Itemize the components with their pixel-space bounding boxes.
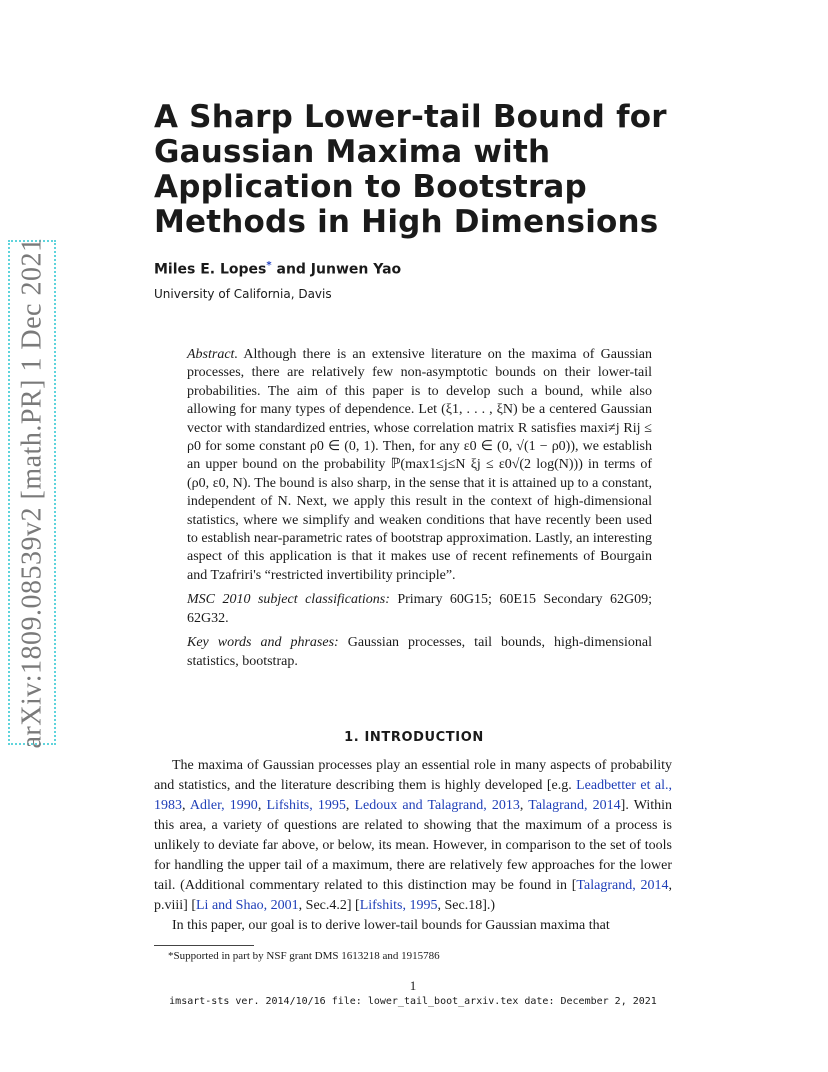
footnote: *Supported in part by NSF grant DMS 1613218 and 1915786 xyxy=(168,950,440,962)
msc-text: Primary 60G15; 60E15 Secondary 62G09; 62G32. xyxy=(187,592,652,626)
separator: , xyxy=(345,798,355,813)
author-lopes: Miles E. Lopes xyxy=(154,261,267,278)
page-number: 1 xyxy=(409,978,417,993)
citation-link[interactable]: Adler, 1990 xyxy=(189,798,258,813)
intro-text: The maxima of Gaussian processes play an essential role in many aspects of probability and statistics, and the literature describing them is highly developed [e.g. xyxy=(154,758,672,793)
intro-paragraph-1 xyxy=(154,756,672,916)
section-heading-introduction: 1. INTRODUCTION xyxy=(344,730,484,745)
abstract-label: Abstract. xyxy=(187,347,238,362)
arxiv-id[interactable]: arXiv:1809.08539v2 [math.PR] 1 Dec 2021 xyxy=(16,237,47,748)
keywords-label: Key words and phrases: xyxy=(187,635,339,651)
citation-link[interactable]: Leadbetter et al., 1983 xyxy=(154,778,672,813)
abstract-text: Although there is an extensive literature on the maxima of Gaussian processes, there are relatively few non-asymptotic bounds on their lower-tail probabilities. The aim of this paper is to develop such a bound, while also allowing for many types of dependence. Let (ξ1, . . . , ξN) be a centered Gaussian vector with standardized entries, whose correlation matrix R satisfies maxi≠j Rij ≤ ρ0 for some constant ρ0 ∈ (0, 1). Then, for any ε0 ∈ (0, √(1 − ρ0)), we establish an upper bound on the probability ℙ(max1≤j≤N ξj ≤ ε0√(2 log(N))) in terms of (ρ0, ε0, N). The bound is also sharp, in the sense that it is attained up to a constant, independent of N. Next, we apply this result in the context of high-dimensional statistics, where we simplify and weaken conditions that have recently been used to establish near-parametric rates of bootstrap approximation. Lastly, an interesting aspect of this application is that it makes use of recent refinements of Bourgain and Tzafriri's “restricted invertibility principle”. xyxy=(187,347,652,583)
intro-paragraph-2: In this paper, our goal is to derive lower-tail bounds for Gaussian maxima that xyxy=(172,918,610,933)
msc-classifications xyxy=(187,591,652,628)
affiliation: University of California, Davis xyxy=(154,287,332,301)
author-yao: and Junwen Yao xyxy=(271,261,402,278)
keywords-text: Gaussian processes, tail bounds, high-dimensional statistics, bootstrap. xyxy=(187,635,652,669)
arxiv-stamp xyxy=(8,237,56,748)
paper-title: A Sharp Lower-tail Bound for Gaussian Maxima with Application to Bootstrap Methods in High Dimensions xyxy=(154,99,667,240)
author-line xyxy=(154,260,401,278)
intro-text: , Sec.18].) xyxy=(437,898,496,913)
intro-text: ]. Within this area, a variety of questions are related to showing that the maximum of a process is unlikely to deviate far above, or below, its mean. However, in comparison to the set of tools for handling the upper tail of a maximum, there are relatively few approaches for the lower tail. (Additional commentary related to this distinction may be found in [ xyxy=(154,798,673,893)
citation-link[interactable]: Lifshits, 1995 xyxy=(266,798,346,813)
intro-text: , Sec.4.2] [ xyxy=(298,898,360,913)
intro-text: , p.viii] [ xyxy=(154,878,672,913)
citation-link[interactable]: Li and Shao, 2001 xyxy=(196,898,299,913)
citation-link[interactable]: Talagrand, 2014 xyxy=(576,878,669,893)
separator: , xyxy=(182,798,190,813)
separator: , xyxy=(257,798,267,813)
introduction-body xyxy=(154,756,672,936)
footnote-marker[interactable]: * xyxy=(266,260,272,271)
citation-link[interactable]: Lifshits, 1995 xyxy=(359,898,438,913)
separator: , xyxy=(519,798,529,813)
running-footer: imsart-sts ver. 2014/10/16 file: lower_tail_boot_arxiv.tex date: December 2, 2021 xyxy=(169,996,657,1007)
keywords xyxy=(187,634,652,671)
citation-link[interactable]: Talagrand, 2014 xyxy=(528,798,621,813)
abstract-paragraph xyxy=(187,346,652,585)
footnote-divider xyxy=(154,945,254,946)
abstract-block xyxy=(187,346,652,677)
citation-link[interactable]: Ledoux and Talagrand, 2013 xyxy=(354,798,520,813)
msc-label: MSC 2010 subject classifications: xyxy=(187,592,390,608)
